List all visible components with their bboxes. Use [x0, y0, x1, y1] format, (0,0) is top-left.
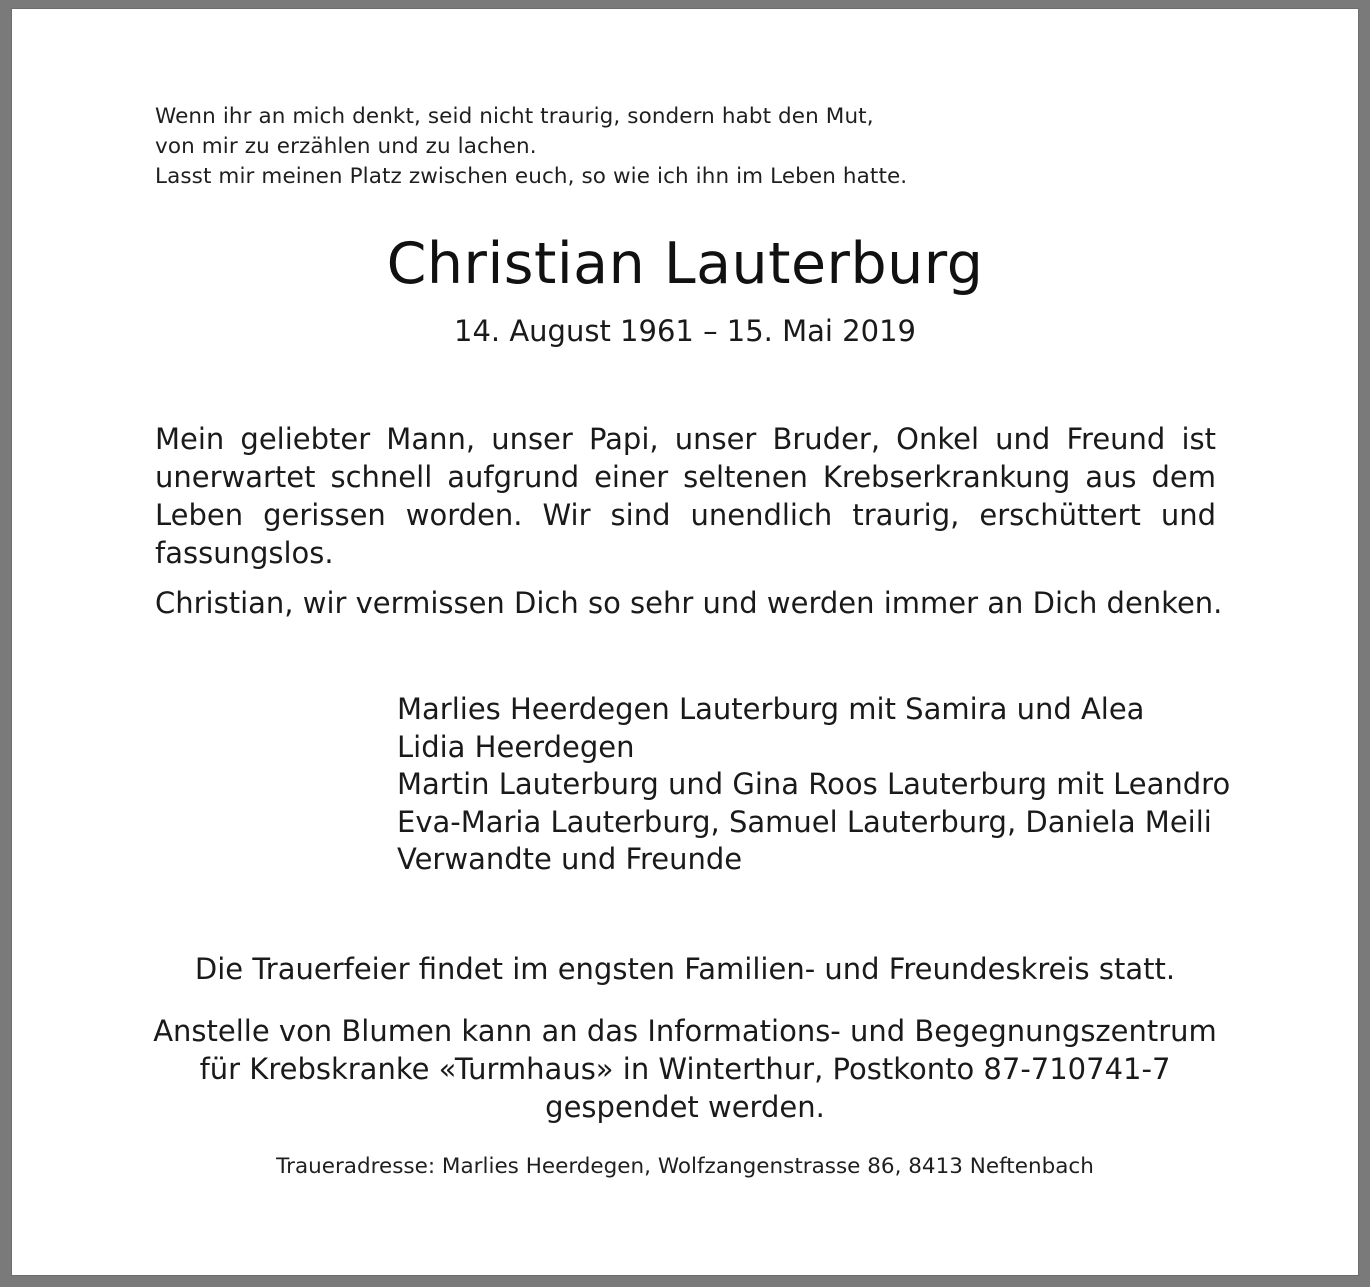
ceremony-note: Die Trauerfeier findet im engsten Familien- und Freundeskreis statt. — [194, 952, 1176, 986]
motto-line: von mir zu erzählen und zu lachen. — [155, 134, 537, 159]
message-paragraph: Mein geliebter Mann, unser Papi, unser Bruder, Onkel und Freund ist unerwartet schnell aufgrund einer seltenen Krebserkrankung aus dem Leben gerissen worden. Wir sind unendlich traurig, erschüttert und fassungslos. — [155, 422, 1216, 570]
mourning-address: Traueradresse: Marlies Heerdegen, Wolfzangenstrasse 86, 8413 Neftenbach — [276, 1154, 1094, 1179]
mourner-entry: Lidia Heerdegen — [397, 729, 635, 764]
motto-line: Wenn ihr an mich denkt, seid nicht traurig, sondern habt den Mut, — [155, 104, 874, 129]
donation-line: für Krebskranke «Turmhaus» in Winterthur, Postkonto 87-710741-7 — [199, 1052, 1171, 1086]
mourner-entry: Eva-Maria Lauterburg, Samuel Lauterburg, Daniela Meili — [397, 804, 1212, 839]
obituary-page — [12, 9, 1358, 1275]
donation-line: gespendet werden. — [545, 1090, 825, 1124]
motto-quote — [155, 102, 1055, 192]
mourner-entry: Verwandte und Freunde — [397, 842, 743, 876]
mourners-list — [397, 691, 1297, 879]
mourner-entry: Martin Lauterburg und Gina Roos Lauterburg mit Leandro — [397, 767, 1231, 801]
mourner-entry: Marlies Heerdegen Lauterburg mit Samira und Alea — [397, 692, 1145, 726]
deceased-name: Christian Lauterburg — [386, 231, 984, 297]
message-closing: Christian, wir vermissen Dich so sehr und werden immer an Dich denken. — [155, 586, 1223, 620]
donation-note — [12, 1012, 1358, 1126]
donation-line: Anstelle von Blumen kann an das Informations- und Begegnungszentrum — [153, 1014, 1217, 1048]
life-dates: 14. August 1961 – 15. Mai 2019 — [454, 314, 916, 348]
motto-line: Lasst mir meinen Platz zwischen euch, so wie ich ihn im Leben hatte. — [155, 164, 908, 189]
